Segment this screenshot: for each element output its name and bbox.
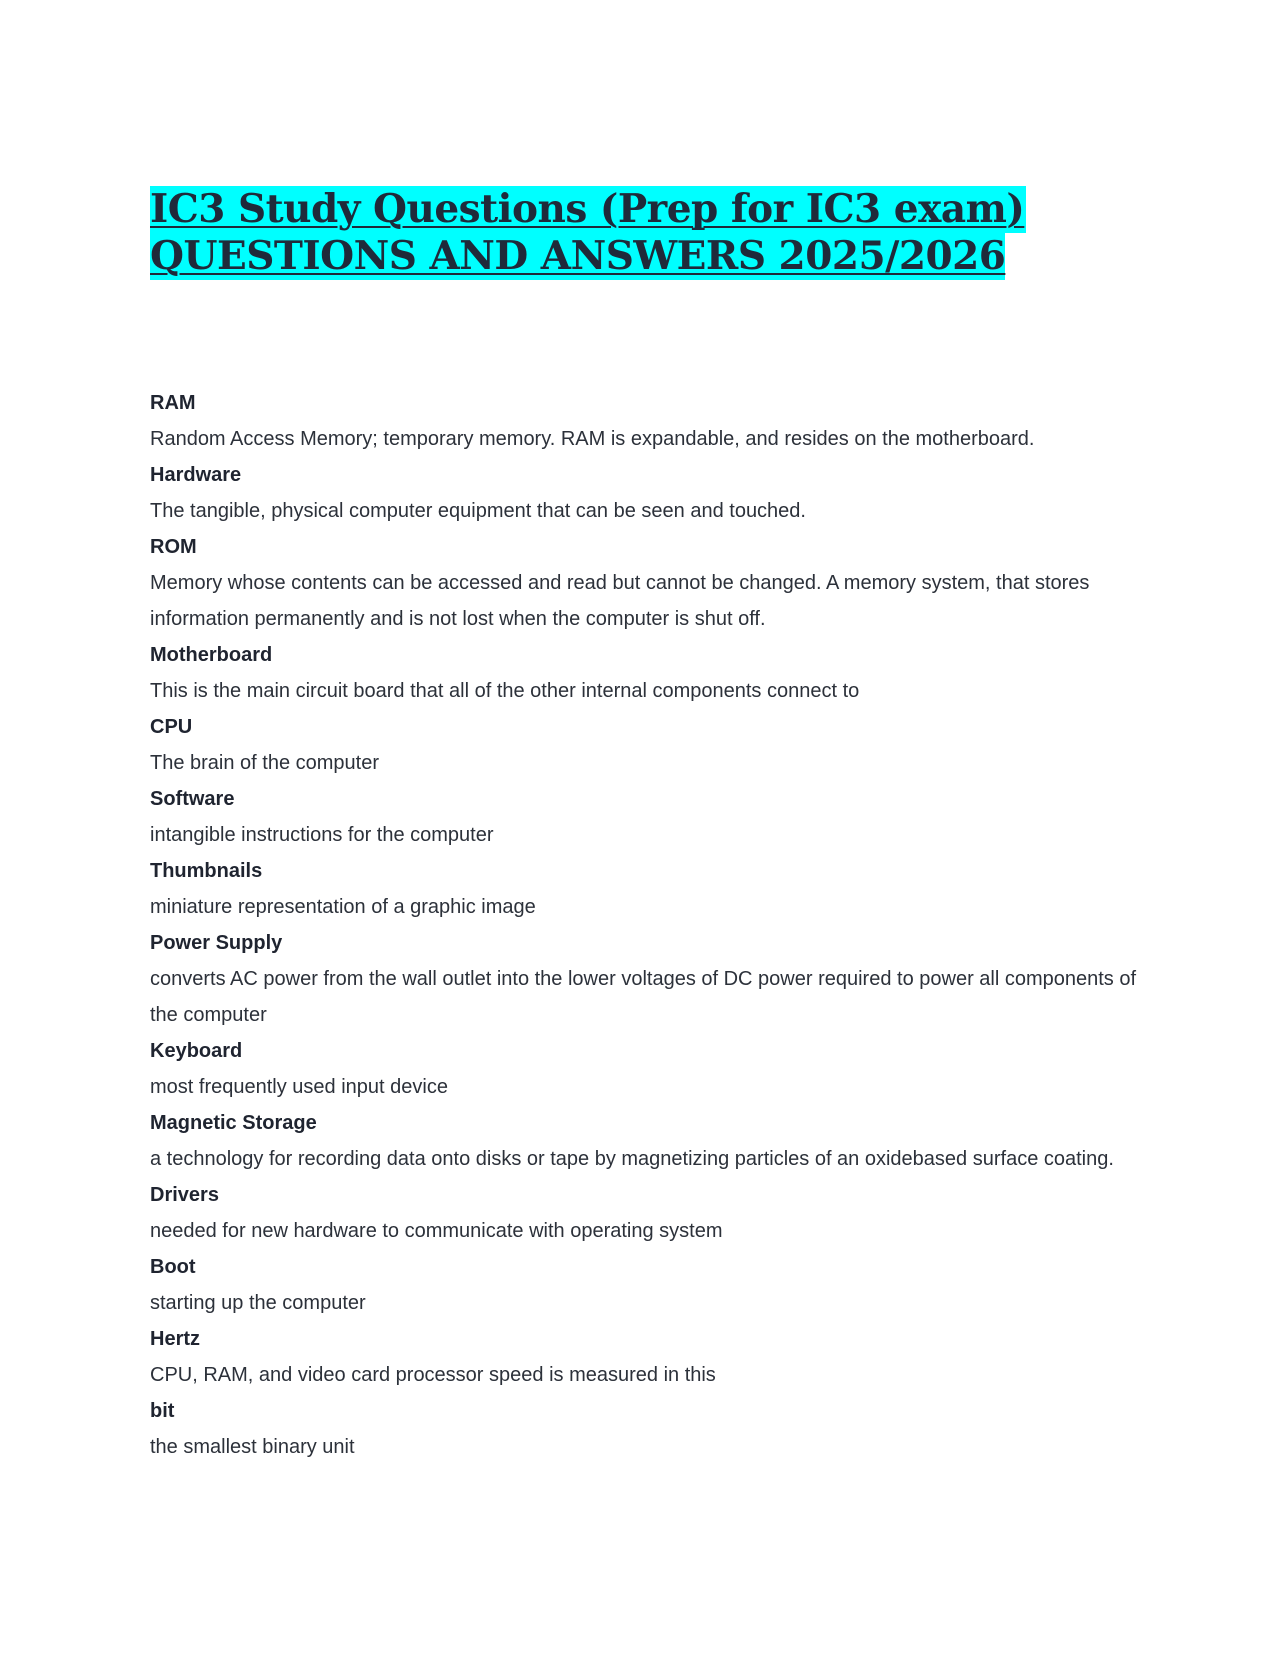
term: Software — [150, 788, 235, 810]
definition: starting up the computer — [150, 1292, 366, 1314]
term: Hertz — [150, 1328, 201, 1350]
term: Boot — [150, 1256, 196, 1278]
definition: CPU, RAM, and video card processor speed is measured in this — [150, 1364, 716, 1386]
glossary-entry — [150, 781, 1150, 853]
term: CPU — [150, 716, 193, 738]
definition: miniature representation of a graphic image — [150, 896, 536, 918]
glossary-entry — [150, 529, 1150, 637]
definition: converts AC power from the wall outlet into the lower voltages of DC power required to power all components of the computer — [150, 968, 1137, 1026]
glossary-entry — [150, 385, 1150, 457]
definition: intangible instructions for the computer — [150, 824, 494, 846]
definition: the smallest binary unit — [150, 1436, 355, 1458]
glossary-entry — [150, 1249, 1150, 1321]
term: RAM — [150, 392, 196, 414]
definition: a technology for recording data onto disks or tape by magnetizing particles of an oxidebased surface coating. — [150, 1148, 1114, 1170]
term: Magnetic Storage — [150, 1112, 317, 1134]
glossary-entry — [150, 637, 1150, 709]
glossary-entry — [150, 1393, 1150, 1465]
term: Drivers — [150, 1184, 219, 1206]
definition: most frequently used input device — [150, 1076, 448, 1098]
glossary-entry — [150, 1177, 1150, 1249]
definition: Random Access Memory; temporary memory. RAM is expandable, and resides on the motherboard. — [150, 428, 1035, 450]
term: ROM — [150, 536, 197, 558]
title-line-1: IC3 Study Questions (Prep for IC3 exam) — [150, 186, 1025, 232]
term: Hardware — [150, 464, 242, 486]
glossary-list — [150, 385, 1150, 1465]
term: Power Supply — [150, 932, 283, 954]
title-line-2: QUESTIONS AND ANSWERS 2025/2026 — [150, 233, 1006, 279]
term: Keyboard — [150, 1040, 243, 1062]
definition: The tangible, physical computer equipment that can be seen and touched. — [150, 500, 806, 522]
glossary-entry — [150, 457, 1150, 529]
term: bit — [150, 1400, 175, 1422]
glossary-entry — [150, 853, 1150, 925]
term: Thumbnails — [150, 860, 263, 882]
term: Motherboard — [150, 644, 273, 666]
glossary-entry — [150, 925, 1150, 1033]
glossary-entry — [150, 1105, 1150, 1177]
definition: Memory whose contents can be accessed and read but cannot be changed. A memory system, that stores information permanently and is not lost when the computer is shut off. — [150, 572, 1090, 630]
definition: This is the main circuit board that all of the other internal components connect to — [150, 680, 860, 702]
document-title — [150, 186, 1110, 280]
glossary-entry — [150, 1033, 1150, 1105]
definition: The brain of the computer — [150, 752, 380, 774]
glossary-entry — [150, 709, 1150, 781]
glossary-entry — [150, 1321, 1150, 1393]
definition: needed for new hardware to communicate with operating system — [150, 1220, 723, 1242]
